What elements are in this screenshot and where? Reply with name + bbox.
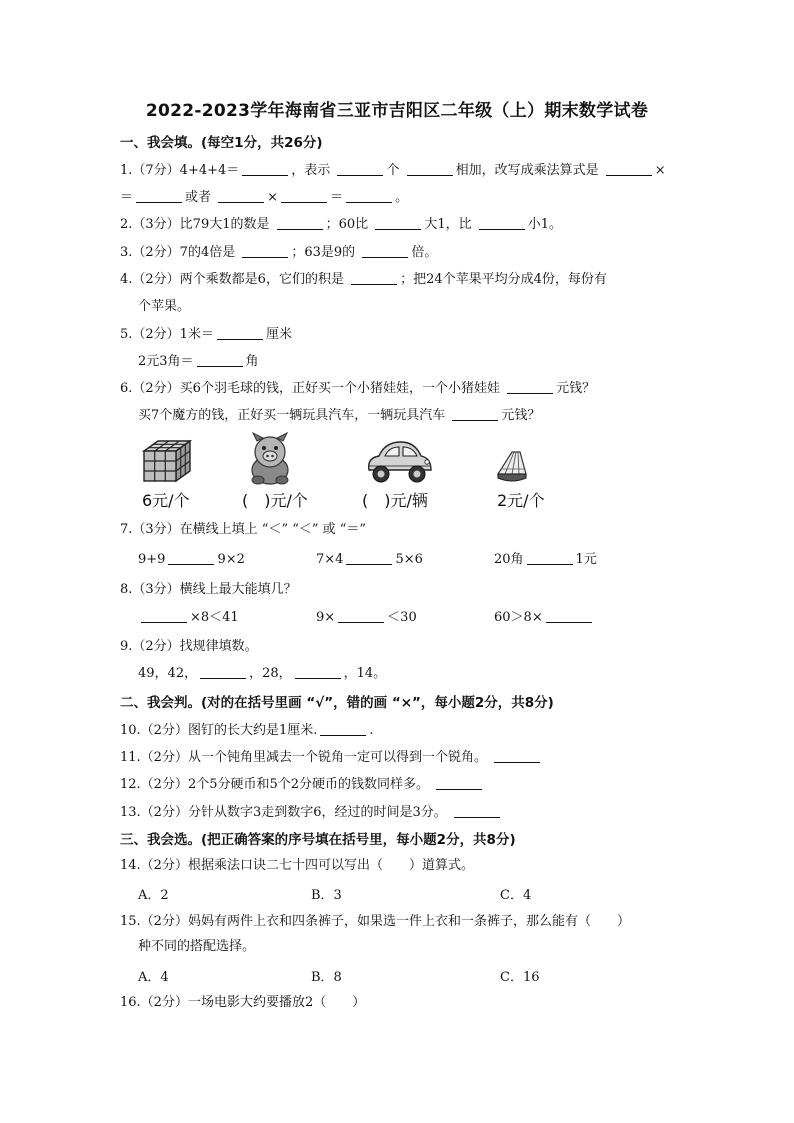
shuttlecock-icon [496, 448, 536, 486]
question-11 [120, 748, 543, 768]
q2-text: ；60比 [325, 217, 369, 232]
answer-blank[interactable] [351, 270, 397, 285]
q12-text: 12.（2分）2个5分硬币和5个2分硬币的钱数同样多。 [120, 777, 430, 792]
answer-blank[interactable] [197, 352, 243, 367]
pig-price-label: ( )元/个 [242, 491, 308, 510]
q2-text: 大1，比 [424, 217, 472, 232]
q7-text: 5×6 [395, 552, 423, 567]
q1-text: 或者 [185, 190, 212, 205]
answer-blank[interactable] [217, 325, 263, 340]
question-4-cont: 个苹果。 [138, 299, 191, 314]
answer-blank[interactable] [375, 215, 421, 230]
answer-blank[interactable] [337, 161, 383, 176]
answer-blank[interactable] [452, 406, 498, 421]
question-7-part-c [494, 550, 597, 570]
question-15: 15.（2分）妈妈有两件上衣和四条裤子，如果选一件上衣和一条裤子，那么能有（ ） [120, 914, 630, 929]
answer-blank[interactable] [362, 243, 408, 258]
question-14: 14.（2分）根据乘法口诀二七十四可以写出（ ）道算式。 [120, 858, 474, 873]
question-8-part-c [494, 608, 595, 628]
answer-blank[interactable] [242, 243, 288, 258]
question-12 [120, 775, 485, 795]
car-price-label: ( )元/辆 [362, 491, 428, 510]
q6-text: 元钱？ [501, 408, 541, 423]
q9-text: ，28， [249, 666, 292, 681]
answer-blank[interactable] [346, 550, 392, 565]
answer-blank[interactable] [242, 161, 288, 176]
q5-text: 厘米 [265, 327, 292, 342]
q1-text: × [654, 163, 666, 178]
answer-blank[interactable] [295, 664, 341, 679]
answer-blank[interactable] [546, 608, 592, 623]
answer-blank[interactable] [346, 188, 392, 203]
question-8: 8.（3分）横线上最大能填几？ [120, 582, 297, 597]
q6-text: 元钱？ [556, 381, 596, 396]
answer-blank[interactable] [527, 550, 573, 565]
question-6-cont [138, 406, 540, 426]
question-1 [120, 161, 666, 181]
q5-text: 角 [245, 354, 259, 369]
q2-text: 小1。 [527, 217, 563, 232]
q7-text: 7×4 [316, 552, 344, 567]
rubiks-cube-icon [140, 437, 194, 485]
page-title: 2022-2023学年海南省三亚市吉阳区二年级（上）期末数学试卷 [145, 101, 649, 121]
answer-blank[interactable] [320, 721, 366, 736]
q3-text: ；63是9的 [291, 245, 356, 260]
q14-option-b[interactable]: B．3 [311, 888, 342, 903]
q14-option-c[interactable]: C．4 [500, 888, 532, 903]
q7-text: 1元 [575, 552, 597, 567]
q2-text: 2.（3分）比79大1的数是 [120, 217, 270, 232]
question-3 [120, 243, 437, 263]
answer-blank[interactable] [338, 608, 384, 623]
answer-blank[interactable] [407, 161, 453, 176]
question-9: 9.（2分）找规律填数。 [120, 639, 258, 654]
question-6 [120, 379, 595, 399]
toy-car-icon [363, 436, 435, 486]
q8-text: ＜30 [387, 610, 417, 625]
section-2-heading: 二、我会判。(对的在括号里画 “√”，错的画 “×”，每小题2分，共8分) [120, 695, 554, 711]
answer-blank[interactable] [507, 379, 553, 394]
question-16: 16.（2分）一场电影大约要播放2（ ） [120, 995, 366, 1010]
question-4 [120, 270, 607, 290]
q4-text: 4.（2分）两个乘数都是6，它们的积是 [120, 272, 344, 287]
q11-text: 11.（2分）从一个钝角里减去一个锐角一定可以得到一个锐角。 [120, 750, 487, 765]
question-8-part-b [316, 608, 417, 628]
q1-text: × [267, 190, 279, 205]
answer-blank[interactable] [277, 215, 323, 230]
answer-blank[interactable] [454, 803, 500, 818]
question-9-sequence [138, 664, 386, 684]
q7-text: 20角 [494, 552, 524, 567]
question-15-cont: 种不同的搭配选择。 [138, 939, 256, 954]
q1-text: ＝ [120, 190, 134, 205]
answer-blank[interactable] [479, 215, 525, 230]
q8-text: ×8＜41 [190, 610, 239, 625]
question-7-part-b [316, 550, 423, 570]
answer-blank[interactable] [494, 748, 540, 763]
q1-text: ＝ [330, 190, 344, 205]
answer-blank[interactable] [136, 188, 182, 203]
question-7-part-a [138, 550, 245, 570]
q15-option-c[interactable]: C．16 [500, 970, 540, 985]
question-1-cont [120, 188, 408, 208]
answer-blank[interactable] [200, 664, 246, 679]
piggy-doll-icon [244, 432, 296, 486]
q5-text: 5.（2分）1米＝ [120, 327, 214, 342]
q3-text: 3.（2分）7的4倍是 [120, 245, 236, 260]
q6-text: 买7个魔方的钱，正好买一辆玩具汽车，一辆玩具汽车 [138, 408, 446, 423]
q9-text: 49，42， [138, 666, 198, 681]
q4-text: ；把24个苹果平均分成4份，每份有 [400, 272, 607, 287]
q8-text: 9× [316, 610, 336, 625]
q1-text: ，表示 [291, 163, 331, 178]
q14-option-a[interactable]: A．2 [138, 888, 169, 903]
q8-text: 60＞8× [494, 610, 543, 625]
q13-text: 13.（2分）分针从数字3走到数字6，经过的时间是3分。 [120, 805, 447, 820]
cube-price-label: 6元/个 [142, 491, 190, 510]
q7-text: 9+9 [138, 552, 166, 567]
section-3-heading: 三、我会选。(把正确答案的序号填在括号里，每小题2分，共8分) [120, 832, 516, 848]
answer-blank[interactable] [606, 161, 652, 176]
answer-blank[interactable] [141, 608, 187, 623]
answer-blank[interactable] [436, 775, 482, 790]
question-10 [120, 721, 374, 741]
q15-option-a[interactable]: A．4 [138, 970, 169, 985]
question-8-part-a [138, 608, 239, 628]
question-5 [120, 325, 292, 345]
q1-text: 相加，改写成乘法算式是 [455, 163, 599, 178]
answer-blank[interactable] [218, 188, 264, 203]
question-7: 7.（3分）在横线上填上 “＜” “＜” 或 “＝” [120, 522, 367, 537]
q10-text: . [369, 723, 374, 738]
q1-text: 1.（7分）4+4+4＝ [120, 163, 240, 178]
shuttlecock-price-label: 2元/个 [497, 491, 545, 510]
q15-option-b[interactable]: B．8 [311, 970, 342, 985]
question-5-cont [138, 352, 259, 372]
section-1-heading: 一、我会填。(每空1分，共26分) [120, 135, 323, 151]
answer-blank[interactable] [281, 188, 327, 203]
q10-text: 10.（2分）图钉的长大约是1厘米. [120, 723, 318, 738]
q5-text: 2元3角＝ [138, 354, 194, 369]
q1-text: 个 [386, 163, 400, 178]
q6-text: 6.（2分）买6个羽毛球的钱，正好买一个小猪娃娃，一个小猪娃娃 [120, 381, 500, 396]
answer-blank[interactable] [168, 550, 214, 565]
q9-text: ，14。 [343, 666, 387, 681]
q7-text: 9×2 [217, 552, 245, 567]
q1-text: 。 [395, 190, 409, 205]
question-13 [120, 803, 503, 823]
question-2 [120, 215, 562, 235]
q3-text: 倍。 [411, 245, 438, 260]
